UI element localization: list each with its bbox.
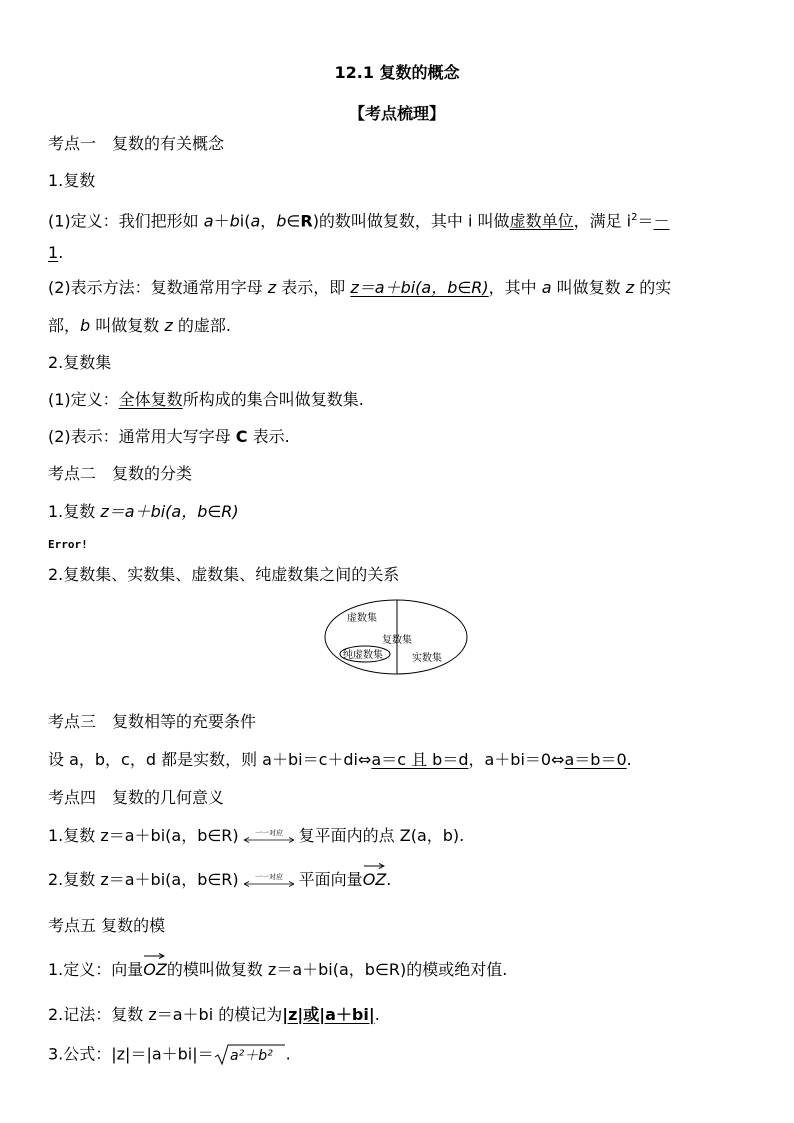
real-set-label: 实数集 — [412, 653, 442, 664]
equality-condition-line: 设 a，b，c，d 都是实数，则 a＋bi＝c＋di⇔a＝c 且 b＝d，a＋bi＝0⇔a＝b＝0. — [48, 750, 632, 769]
vector-oz-2: OZ — [143, 960, 167, 980]
topic-3-heading: 考点三 复数相等的充要条件 — [48, 712, 257, 731]
complex-set-definition: (1)定义：全体复数所构成的集合叫做复数集. — [48, 390, 364, 409]
topic-1-sub-2: 2.复数集 — [48, 353, 112, 372]
complex-set-representation: (2)表示：通常用大写字母 C 表示. — [48, 427, 290, 446]
equality-answer-2: a＝b＝0 — [564, 750, 627, 769]
svg-text:a²＋b²: a²＋b² — [229, 1048, 273, 1064]
geometric-meaning-point: 1.复数 z＝a＋bi(a，b∈R) 一一对应 复平面内的点 Z(a，b). — [48, 826, 465, 845]
representation-line-cont: 部，b 叫做复数 z 的虚部. — [48, 316, 231, 335]
pure-imaginary-set-label: 纯虚数集 — [343, 650, 383, 661]
svg-text:一一对应: 一一对应 — [254, 828, 283, 837]
classification-line: 1.复数 z＝a＋bi(a，b∈R) — [48, 502, 239, 521]
topic-1-heading: 考点一 复数的有关概念 — [48, 134, 225, 153]
imaginary-unit-answer: 虚数单位 — [509, 211, 574, 231]
set-relation-line: 2.复数集、实数集、虚数集、纯虚数集之间的关系 — [48, 565, 400, 584]
modulus-formula: 3.公式：|z|＝|a＋bi|＝ a²＋b² . — [48, 1043, 291, 1067]
page-title: 12.1 复数的概念 — [334, 63, 460, 82]
set-relation-diagram — [323, 598, 469, 676]
imaginary-set-label: 虚数集 — [347, 613, 377, 624]
topic-2-heading: 考点二 复数的分类 — [48, 464, 193, 483]
complex-set-label: 复数集 — [382, 635, 412, 646]
equality-answer-1: a＝c 且 b＝d — [371, 750, 469, 769]
topic-4-heading: 考点四 复数的几何意义 — [48, 788, 225, 807]
modulus-definition: 1.定义：向量OZ 的模叫做复数 z＝a＋bi(a，b∈R)的模或绝对值. — [48, 960, 507, 980]
representation-line: (2)表示方法：复数通常用字母 z 表示，即 z＝a＋bi(a，b∈R)，其中 a 叫做复数 z 的实 — [48, 278, 672, 297]
topic-5-heading: 考点五 复数的模 — [48, 916, 166, 935]
topic-1-sub-1: 1.复数 — [48, 171, 96, 190]
error-text: Error! — [48, 538, 88, 551]
complex-set-answer: 全体复数 — [118, 390, 183, 409]
svg-text:一一对应: 一一对应 — [254, 872, 283, 881]
representation-answer: z＝a＋bi(a，b∈R) — [350, 278, 489, 297]
geometric-meaning-vector: 2.复数 z＝a＋bi(a，b∈R) 一一对应 平面向量OZ . — [48, 870, 391, 890]
section-heading: 【考点梳理】 — [348, 104, 445, 123]
modulus-notation: 2.记法：复数 z＝a＋bi 的模记为|z|或|a＋bi|. — [48, 1005, 380, 1024]
sqrt-symbol — [214, 1043, 286, 1067]
vector-oz: OZ — [363, 870, 387, 890]
one-to-one-arrow-1 — [241, 829, 297, 845]
complex-definition-line-cont: 1. — [48, 243, 64, 262]
one-to-one-arrow-2 — [241, 873, 297, 889]
complex-definition-line: (1)定义：我们把形如 a＋bi(a，b∈R)的数叫做复数，其中 i 叫做虚数单位，满足 $i^2=-$ — [48, 211, 670, 231]
modulus-notation-answer: |z|或|a＋bi| — [282, 1005, 375, 1024]
